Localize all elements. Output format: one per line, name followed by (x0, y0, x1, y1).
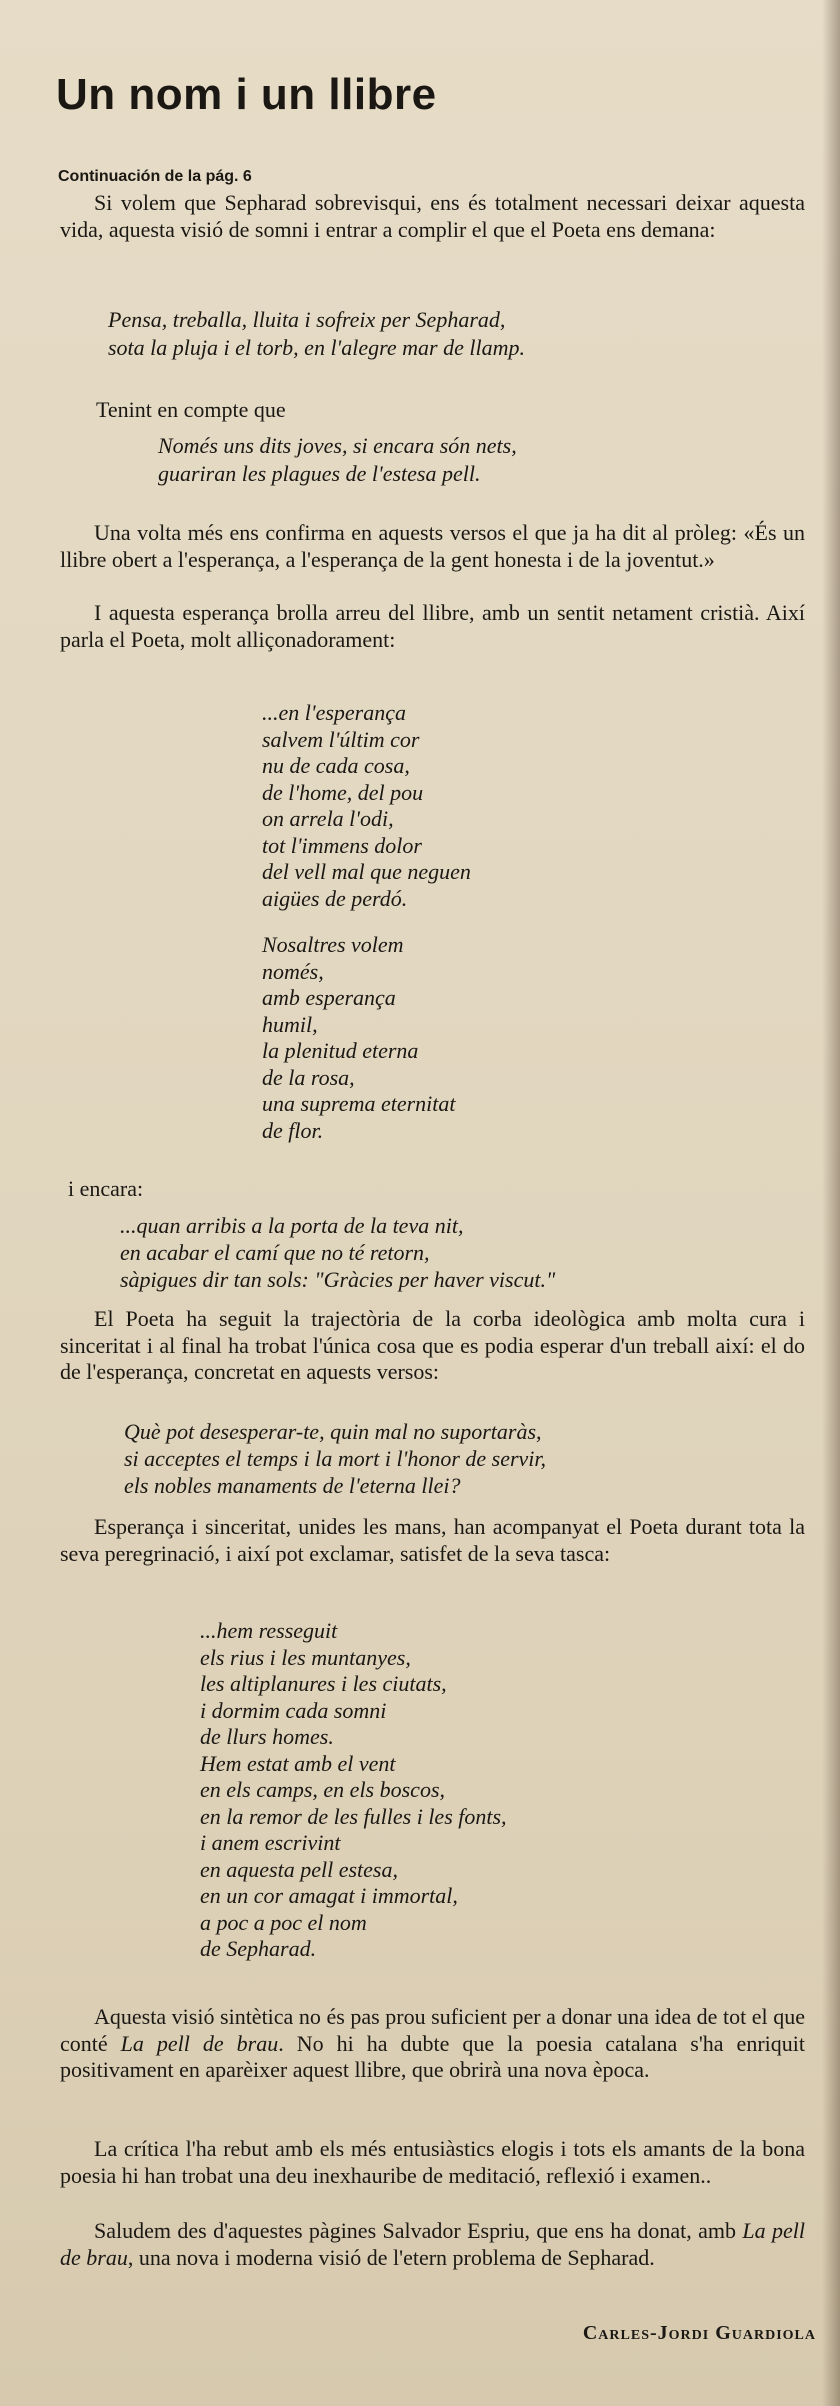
verse-line: una suprema eternitat (262, 1091, 456, 1116)
verse-line: aigües de perdó. (262, 885, 408, 911)
verse-4 (120, 1212, 555, 1293)
verse-line: en un cor amagat i immortal, (200, 1883, 458, 1908)
verse-line: ...en l'esperança (262, 700, 406, 725)
verse-line: ...hem resseguit (200, 1618, 338, 1643)
verse-line: Hem estat amb el vent (200, 1750, 396, 1776)
verse-line: ...quan arribis a la porta de la teva nit, (120, 1213, 464, 1238)
paragraph-6: El Poeta ha seguit la trajectòria de la corba ideològica amb molta cura i sinceritat i al final ha trobat l'única cosa que es podia esperar d'un treball així: el do de l'esperança, concretat en aquests versos: (60, 1306, 805, 1384)
verse-line: els nobles manaments de l'eterna llei? (124, 1473, 461, 1498)
text-run: Saludem des d'aquestes pàgines Salvador Espriu, que ens ha donat, amb (94, 2218, 743, 2243)
verse-line: salvem l'últim cor (262, 726, 420, 752)
paragraph-10 (60, 2218, 805, 2271)
paragraph-8 (60, 2004, 805, 2084)
verse-line: de la rosa, (262, 1064, 355, 1090)
verse-line: humil, (262, 1011, 318, 1037)
verse-line: Què pot desesperar-te, quin mal no suportaràs, (124, 1419, 542, 1444)
text-run: , una nova i moderna visió de l'etern problema de Sepharad. (127, 2244, 655, 2270)
continuation-note: Continuación de la pág. 6 (58, 168, 252, 185)
paragraph-3: Una volta més ens confirma en aquests versos el que ja ha dit al pròleg: «És un llibre obert a l'esperança, a l'esperança de la gent honesta i de la joventut.» (60, 520, 805, 572)
book-title: La pell de brau (120, 2030, 279, 2056)
book-title: La pell de brau (60, 2218, 805, 2270)
verse-line: els rius i les muntanyes, (200, 1644, 411, 1670)
verse-1 (108, 306, 525, 362)
verse-line: de Sepharad. (200, 1936, 317, 1961)
verse-line: en la remor de les fulles i les fonts, (200, 1803, 507, 1829)
page-edge-shadow (822, 0, 840, 2406)
verse-line: amb esperança (262, 985, 396, 1010)
verse-2 (158, 432, 517, 488)
verse-line: de llurs homes. (200, 1724, 334, 1749)
verse-line: Pensa, treballa, lluita i sofreix per Sepharad, (108, 307, 506, 332)
verse-line: a poc a poc el nom (200, 1909, 367, 1935)
verse-line: si acceptes el temps i la mort i l'honor de servir, (124, 1446, 547, 1471)
paragraph-7: Esperança i sinceritat, unides les mans, han acompanyat el Poeta durant tota la seva peregrinació, i així pot exclamar, satisfet de la seva tasca: (60, 1514, 805, 1566)
verse-line: les altiplanures i les ciutats, (200, 1671, 447, 1696)
paragraph-9: La crítica l'ha rebut amb els més entusiàstics elogis i tots els amants de la bona poesia hi han trobat una deu inexhauribe de meditació, reflexió i examen.. (60, 2136, 805, 2188)
verse-3b (262, 932, 456, 1144)
author-signature: Carles-Jordi Guardiola (582, 2322, 816, 2344)
verse-line: en els camps, en els boscos, (200, 1777, 446, 1802)
verse-line: només, (262, 958, 324, 984)
paragraph-2: Tenint en compte que (96, 397, 286, 422)
verse-line: de l'home, del pou (262, 779, 424, 805)
verse-line: sàpigues dir tan sols: "Gràcies per haver viscut." (120, 1267, 556, 1292)
verse-3a (262, 700, 471, 912)
verse-line: nu de cada cosa, (262, 753, 410, 778)
verse-line: sota la pluja i el torb, en l'alegre mar de llamp. (108, 335, 525, 360)
verse-line: la plenitud eterna (262, 1038, 419, 1063)
verse-line: Només uns dits joves, si encara són nets, (158, 433, 517, 458)
verse-6 (200, 1618, 507, 1963)
verse-line: en aquesta pell estesa, (200, 1856, 398, 1882)
verse-line: del vell mal que neguen (262, 859, 471, 884)
verse-line: i dormim cada somni (200, 1697, 387, 1723)
verse-line: Nosaltres volem (262, 932, 404, 957)
paragraph-4: I aquesta esperança brolla arreu del llibre, amb un sentit netament cristià. Així parla el Poeta, molt alliçonadorament: (60, 600, 805, 652)
verse-line: de flor. (262, 1117, 324, 1143)
verse-line: i anem escrivint (200, 1830, 341, 1855)
paragraph-1: Si volem que Sepharad sobrevisqui, ens és totalment necessari deixar aquesta vida, aquesta visió de somni i entrar a complir el que el Poeta ens demana: (60, 190, 805, 242)
article-title: Un nom i un llibre (56, 70, 437, 119)
verse-line: guariran les plagues de l'estesa pell. (158, 461, 481, 486)
text-run: Aquesta visió sintètica no és pas prou suficient per a donar una idea de tot el que conté (60, 2004, 805, 2056)
verse-line: tot l'immens dolor (262, 832, 422, 858)
verse-line: on arrela l'odi, (262, 806, 394, 831)
paragraph-5: i encara: (68, 1176, 144, 1201)
verse-5 (124, 1418, 546, 1499)
text-run: . No hi ha dubte que la poesia catalana s'ha enriquit positivament en aparèixer aquest llibre, que obrirà una nova època. (60, 2030, 805, 2082)
verse-line: en acabar el camí que no té retorn, (120, 1240, 430, 1265)
